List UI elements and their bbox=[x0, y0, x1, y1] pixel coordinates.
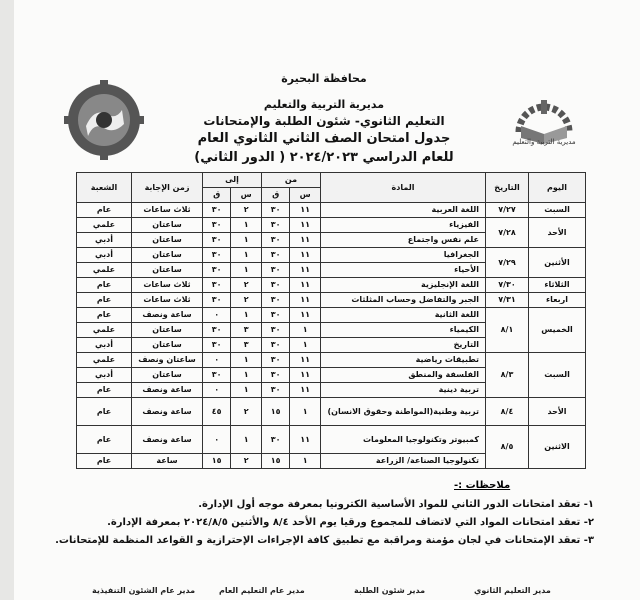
day-cell: السبت bbox=[529, 203, 586, 218]
date-cell: ٨/٤ bbox=[486, 398, 529, 426]
header-day: اليوم bbox=[529, 173, 586, 203]
header-from: من bbox=[262, 173, 321, 188]
to-minute-cell: ٣٠ bbox=[203, 248, 231, 263]
branch-cell: أدبي bbox=[77, 338, 132, 353]
branch-cell: علمي bbox=[77, 263, 132, 278]
from-minute-cell: ٣٠ bbox=[262, 293, 290, 308]
subject-cell: تربية وطنية(المواطنة وحقوق الانسان) bbox=[321, 398, 486, 426]
branch-cell: عام bbox=[77, 308, 132, 323]
date-cell: ٧/٢٧ bbox=[486, 203, 529, 218]
to-hour-cell: ١ bbox=[231, 383, 262, 398]
from-minute-cell: ٣٠ bbox=[262, 203, 290, 218]
note-3: ٣- تعقد الإمتحانات في لجان مؤمنة ومراقبة مع تطبيق كافة الإجراءات الإحترازية و القواعد المنظمة للإمتحانات. bbox=[55, 535, 594, 546]
branch-cell: علمي bbox=[77, 323, 132, 338]
duration-cell: ساعتان ونصف bbox=[132, 353, 203, 368]
subject-cell: الجغرافيا bbox=[321, 248, 486, 263]
to-hour-cell: ١ bbox=[231, 218, 262, 233]
day-cell: الأحد bbox=[529, 218, 586, 248]
from-hour-cell: ١١ bbox=[290, 368, 321, 383]
table-row bbox=[77, 278, 586, 293]
to-hour-cell: ٢ bbox=[231, 203, 262, 218]
subject-cell: تطبيقات رياضية bbox=[321, 353, 486, 368]
branch-cell: أدبي bbox=[77, 248, 132, 263]
notes-title: ملاحظات :- bbox=[454, 480, 511, 491]
from-minute-cell: ٣٠ bbox=[262, 278, 290, 293]
from-hour-cell: ١١ bbox=[290, 233, 321, 248]
duration-cell: ساعة ونصف bbox=[132, 308, 203, 323]
day-cell: السبت bbox=[529, 353, 586, 398]
subject-cell: اللغة الثانية bbox=[321, 308, 486, 323]
date-cell: ٧/٢٩ bbox=[486, 248, 529, 278]
from-minute-cell: ٣٠ bbox=[262, 338, 290, 353]
from-minute-cell: ٣٠ bbox=[262, 353, 290, 368]
to-hour-cell: ١ bbox=[231, 426, 262, 454]
from-hour-cell: ١١ bbox=[290, 293, 321, 308]
from-minute-cell: ٣٠ bbox=[262, 308, 290, 323]
from-hour-cell: ١ bbox=[290, 338, 321, 353]
to-hour-cell: ١ bbox=[231, 368, 262, 383]
duration-cell: ساعتان bbox=[132, 338, 203, 353]
to-hour-cell: ١ bbox=[231, 353, 262, 368]
header-to-hour: س bbox=[231, 188, 262, 203]
to-minute-cell: ٣٠ bbox=[203, 323, 231, 338]
subject-cell: اللغة الإنجليزية bbox=[321, 278, 486, 293]
to-hour-cell: ٣ bbox=[231, 338, 262, 353]
branch-cell: عام bbox=[77, 203, 132, 218]
to-minute-cell: ٣٠ bbox=[203, 203, 231, 218]
department-title: التعليم الثانوي- شئون الطلبة والإمتحانات bbox=[203, 114, 445, 128]
subject-cell: تربية دينية bbox=[321, 383, 486, 398]
from-minute-cell: ٣٠ bbox=[262, 323, 290, 338]
from-minute-cell: ١٥ bbox=[262, 454, 290, 469]
from-hour-cell: ١١ bbox=[290, 263, 321, 278]
to-hour-cell: ١ bbox=[231, 248, 262, 263]
duration-cell: ساعتان bbox=[132, 218, 203, 233]
table-row bbox=[77, 398, 586, 426]
duration-cell: ساعتان bbox=[132, 323, 203, 338]
from-hour-cell: ١١ bbox=[290, 218, 321, 233]
gear-logo-icon bbox=[64, 80, 144, 160]
table-row bbox=[77, 353, 586, 368]
from-minute-cell: ٣٠ bbox=[262, 233, 290, 248]
to-minute-cell: ٠ bbox=[203, 426, 231, 454]
date-cell: ٧/٢٨ bbox=[486, 218, 529, 248]
to-minute-cell: ٠ bbox=[203, 308, 231, 323]
to-hour-cell: ١ bbox=[231, 263, 262, 278]
signature-student-affairs: مدير شئون الطلبة bbox=[354, 586, 426, 595]
branch-cell: علمي bbox=[77, 218, 132, 233]
branch-cell: أدبي bbox=[77, 368, 132, 383]
to-hour-cell: ١ bbox=[231, 233, 262, 248]
subject-cell: الكيمياء bbox=[321, 323, 486, 338]
branch-cell: عام bbox=[77, 454, 132, 469]
signature-general-education: مدير عام التعليم العام bbox=[219, 586, 305, 595]
duration-cell: ساعتان bbox=[132, 233, 203, 248]
to-minute-cell: ٠ bbox=[203, 353, 231, 368]
subject-cell: تكنولوجيا الصناعة/ الزراعة bbox=[321, 454, 486, 469]
subject-cell: كمبيوتر وتكنولوجيا المعلومات bbox=[321, 426, 486, 454]
branch-cell: علمي bbox=[77, 353, 132, 368]
document-page bbox=[14, 0, 640, 600]
to-minute-cell: ٣٠ bbox=[203, 278, 231, 293]
ministry-logo-icon bbox=[501, 82, 587, 160]
from-hour-cell: ١١ bbox=[290, 426, 321, 454]
from-hour-cell: ١١ bbox=[290, 308, 321, 323]
header-date: التاريخ bbox=[486, 173, 529, 203]
subject-cell: التاريخ bbox=[321, 338, 486, 353]
to-hour-cell: ٢ bbox=[231, 293, 262, 308]
to-minute-cell: ٣٠ bbox=[203, 293, 231, 308]
to-hour-cell: ٢ bbox=[231, 398, 262, 426]
to-hour-cell: ٢ bbox=[231, 278, 262, 293]
day-cell: الخميس bbox=[529, 308, 586, 353]
from-minute-cell: ٣٠ bbox=[262, 383, 290, 398]
governorate-title: محافظة البحيرة bbox=[281, 72, 367, 85]
signature-executive-affairs: مدير عام الشئون التنفيذية bbox=[92, 586, 196, 595]
header-to-minute: ق bbox=[203, 188, 231, 203]
header-from-minute: ق bbox=[262, 188, 290, 203]
header-branch: الشعبة bbox=[77, 173, 132, 203]
to-minute-cell: ٣٠ bbox=[203, 338, 231, 353]
branch-cell: عام bbox=[77, 278, 132, 293]
day-cell: الاثنين bbox=[529, 426, 586, 469]
duration-cell: ساعة ونصف bbox=[132, 383, 203, 398]
from-minute-cell: ١٥ bbox=[262, 398, 290, 426]
subject-cell: الفيزياء bbox=[321, 218, 486, 233]
duration-cell: ساعة ونصف bbox=[132, 426, 203, 454]
to-minute-cell: ٤٥ bbox=[203, 398, 231, 426]
from-hour-cell: ١١ bbox=[290, 353, 321, 368]
exam-schedule-table bbox=[76, 172, 586, 469]
table-row bbox=[77, 203, 586, 218]
table-header-row bbox=[77, 173, 586, 188]
from-hour-cell: ١١ bbox=[290, 278, 321, 293]
from-minute-cell: ٣٠ bbox=[262, 218, 290, 233]
subject-cell: اللغة العربية bbox=[321, 203, 486, 218]
day-cell: الثلاثاء bbox=[529, 278, 586, 293]
to-minute-cell: ١٥ bbox=[203, 454, 231, 469]
to-hour-cell: ٣ bbox=[231, 323, 262, 338]
branch-cell: عام bbox=[77, 293, 132, 308]
from-minute-cell: ٣٠ bbox=[262, 248, 290, 263]
branch-cell: أدبي bbox=[77, 233, 132, 248]
date-cell: ٧/٣١ bbox=[486, 293, 529, 308]
table-row bbox=[77, 293, 586, 308]
branch-cell: عام bbox=[77, 426, 132, 454]
date-cell: ٨/١ bbox=[486, 308, 529, 353]
header-from-hour: س bbox=[290, 188, 321, 203]
to-minute-cell: ٣٠ bbox=[203, 218, 231, 233]
day-cell: الأحد bbox=[529, 398, 586, 426]
from-minute-cell: ٣٠ bbox=[262, 426, 290, 454]
to-minute-cell: ٣٠ bbox=[203, 233, 231, 248]
to-minute-cell: ٣٠ bbox=[203, 263, 231, 278]
to-hour-cell: ٢ bbox=[231, 454, 262, 469]
from-hour-cell: ١١ bbox=[290, 248, 321, 263]
subject-cell: الجبر والتفاضل وحساب المثلثات bbox=[321, 293, 486, 308]
from-hour-cell: ١١ bbox=[290, 203, 321, 218]
note-2: ٢- تعقد امتحانات المواد التي لاتضاف للمجموع ورقيا يوم الأحد ٨/٤ والأثنين ٢٠٢٤/٨/٥ بمعرفة الإدارة. bbox=[107, 517, 594, 528]
date-cell: ٨/٥ bbox=[486, 426, 529, 469]
day-cell: الأثنين bbox=[529, 248, 586, 278]
header-subject: المادة bbox=[321, 173, 486, 203]
subject-cell: علم نفس واجتماع bbox=[321, 233, 486, 248]
from-minute-cell: ٣٠ bbox=[262, 368, 290, 383]
subject-cell: الأحياء bbox=[321, 263, 486, 278]
to-hour-cell: ١ bbox=[231, 308, 262, 323]
table-row bbox=[77, 308, 586, 323]
to-minute-cell: ٠ bbox=[203, 383, 231, 398]
table-row bbox=[77, 426, 586, 454]
branch-cell: عام bbox=[77, 398, 132, 426]
from-minute-cell: ٣٠ bbox=[262, 263, 290, 278]
duration-cell: ثلاث ساعات bbox=[132, 203, 203, 218]
schedule-title: جدول امتحان الصف الثاني الثانوي العام bbox=[197, 131, 451, 146]
header-to: إلى bbox=[203, 173, 262, 188]
day-cell: اربعاء bbox=[529, 293, 586, 308]
table-row bbox=[77, 218, 586, 233]
signature-secondary-director: مدير التعليم الثانوي bbox=[474, 586, 551, 595]
branch-cell: عام bbox=[77, 383, 132, 398]
from-hour-cell: ١ bbox=[290, 454, 321, 469]
duration-cell: ثلاث ساعات bbox=[132, 293, 203, 308]
date-cell: ٨/٣ bbox=[486, 353, 529, 398]
from-hour-cell: ١١ bbox=[290, 383, 321, 398]
directorate-title: مديرية التربية والتعليم bbox=[263, 98, 385, 111]
duration-cell: ساعة ونصف bbox=[132, 398, 203, 426]
academic-year-title: للعام الدراسي ٢٠٢٤/٢٠٢٣ ( الدور الثاني) bbox=[194, 150, 454, 165]
duration-cell: ساعتان bbox=[132, 263, 203, 278]
ministry-logo-caption: مديرية التربية والتعليم bbox=[512, 138, 576, 146]
to-minute-cell: ٣٠ bbox=[203, 368, 231, 383]
from-hour-cell: ١ bbox=[290, 398, 321, 426]
date-cell: ٧/٣٠ bbox=[486, 278, 529, 293]
duration-cell: ساعتان bbox=[132, 368, 203, 383]
header-duration: زمن الإجابة bbox=[132, 173, 203, 203]
from-hour-cell: ١ bbox=[290, 323, 321, 338]
duration-cell: ساعتان bbox=[132, 248, 203, 263]
note-1: ١- تعقد امتحانات الدور الثاني للمواد الأساسية الكترونيا بمعرفة موجه أول الإدارة. bbox=[198, 499, 594, 510]
subject-cell: الفلسفة والمنطق bbox=[321, 368, 486, 383]
table-row bbox=[77, 248, 586, 263]
duration-cell: ثلاث ساعات bbox=[132, 278, 203, 293]
duration-cell: ساعة bbox=[132, 454, 203, 469]
